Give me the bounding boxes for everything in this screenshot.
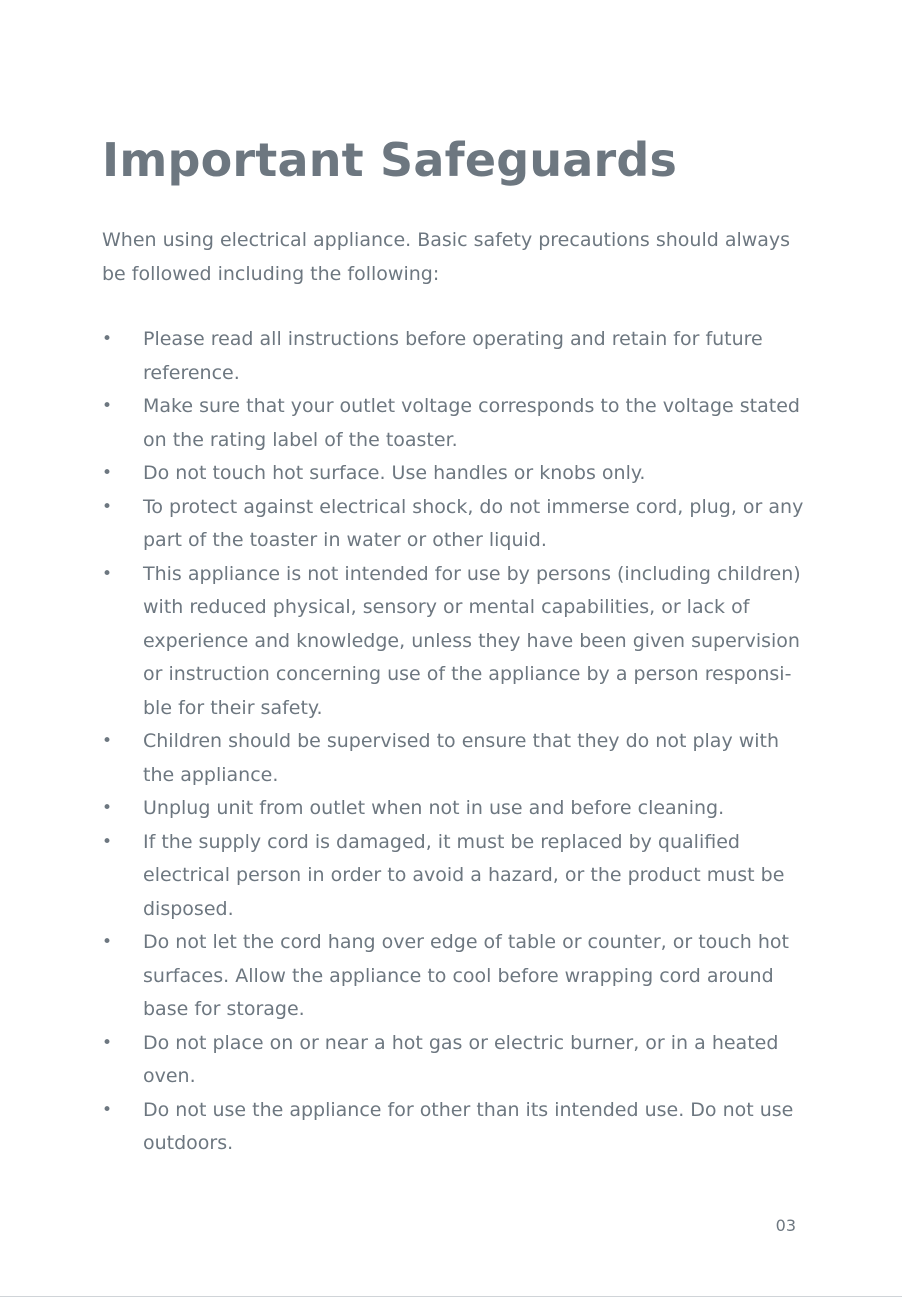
list-item-text: Do not let the cord hang over edge of table or counter, or touch hot surfaces. Allow the appliance to cool before wrapping cord around base for storage. xyxy=(143,931,789,1020)
page-title: Important Safeguards xyxy=(102,133,678,187)
bullet-icon: • xyxy=(102,563,113,584)
list-item-text: Make sure that your outlet voltage corresponds to the voltage stated on the rating label of the toaster. xyxy=(143,395,800,451)
bullet-icon: • xyxy=(102,396,113,416)
list-item-text: Do not touch hot surface. Use handles or knobs only. xyxy=(143,462,646,484)
list-item xyxy=(102,491,807,558)
list-item-text: Do not place on or near a hot gas or electric burner, or in a heated oven. xyxy=(143,1031,779,1087)
bullet-icon: • xyxy=(102,496,113,517)
bullet-icon: • xyxy=(102,1099,113,1120)
list-item xyxy=(102,558,807,726)
bullet-icon: • xyxy=(102,932,113,952)
intro-paragraph: When using electrical appliance. Basic safety precautions should always be followed including the following: xyxy=(102,229,791,285)
list-item xyxy=(102,725,807,792)
list-item-text: Do not use the appliance for other than its intended use. Do not use outdoors. xyxy=(143,1098,794,1154)
list-item xyxy=(102,323,807,390)
list-item xyxy=(102,792,807,826)
list-item xyxy=(102,390,807,457)
bullet-icon: • xyxy=(102,831,113,852)
list-item-text: If the supply cord is damaged, it must be replaced by qualified electrical person in order to avoid a hazard, or the product must be disposed. xyxy=(143,830,785,920)
bullet-icon: • xyxy=(102,731,113,751)
page-number: 03 xyxy=(775,1216,796,1235)
bullet-icon: • xyxy=(102,329,113,349)
list-item xyxy=(102,1027,807,1094)
list-item-text: Please read all instructions before operating and retain for future reference. xyxy=(143,328,763,384)
safeguards-list xyxy=(102,323,807,1161)
bullet-icon: • xyxy=(102,798,113,818)
list-item xyxy=(102,926,807,1027)
bullet-icon: • xyxy=(102,1032,113,1053)
list-item-text: This appliance is not intended for use by persons (including children) with reduced physical, sensory or mental capabilities, or lack of experience and knowledge, unless they have been given supervision or instruction concerning use of the appliance by a person responsi-ble for their safety. xyxy=(143,562,801,719)
list-item-text: Unplug unit from outlet when not in use and before cleaning. xyxy=(143,797,725,819)
list-item-text: Children should be supervised to ensure that they do not play with the appliance. xyxy=(143,730,780,786)
list-item xyxy=(102,826,807,927)
list-item xyxy=(102,1094,807,1161)
page-bottom-divider xyxy=(0,1296,902,1297)
bullet-icon: • xyxy=(102,463,113,483)
list-item-text: To protect against electrical shock, do not immerse cord, plug, or any part of the toaster in water or other liquid. xyxy=(143,495,804,551)
list-item xyxy=(102,457,807,491)
